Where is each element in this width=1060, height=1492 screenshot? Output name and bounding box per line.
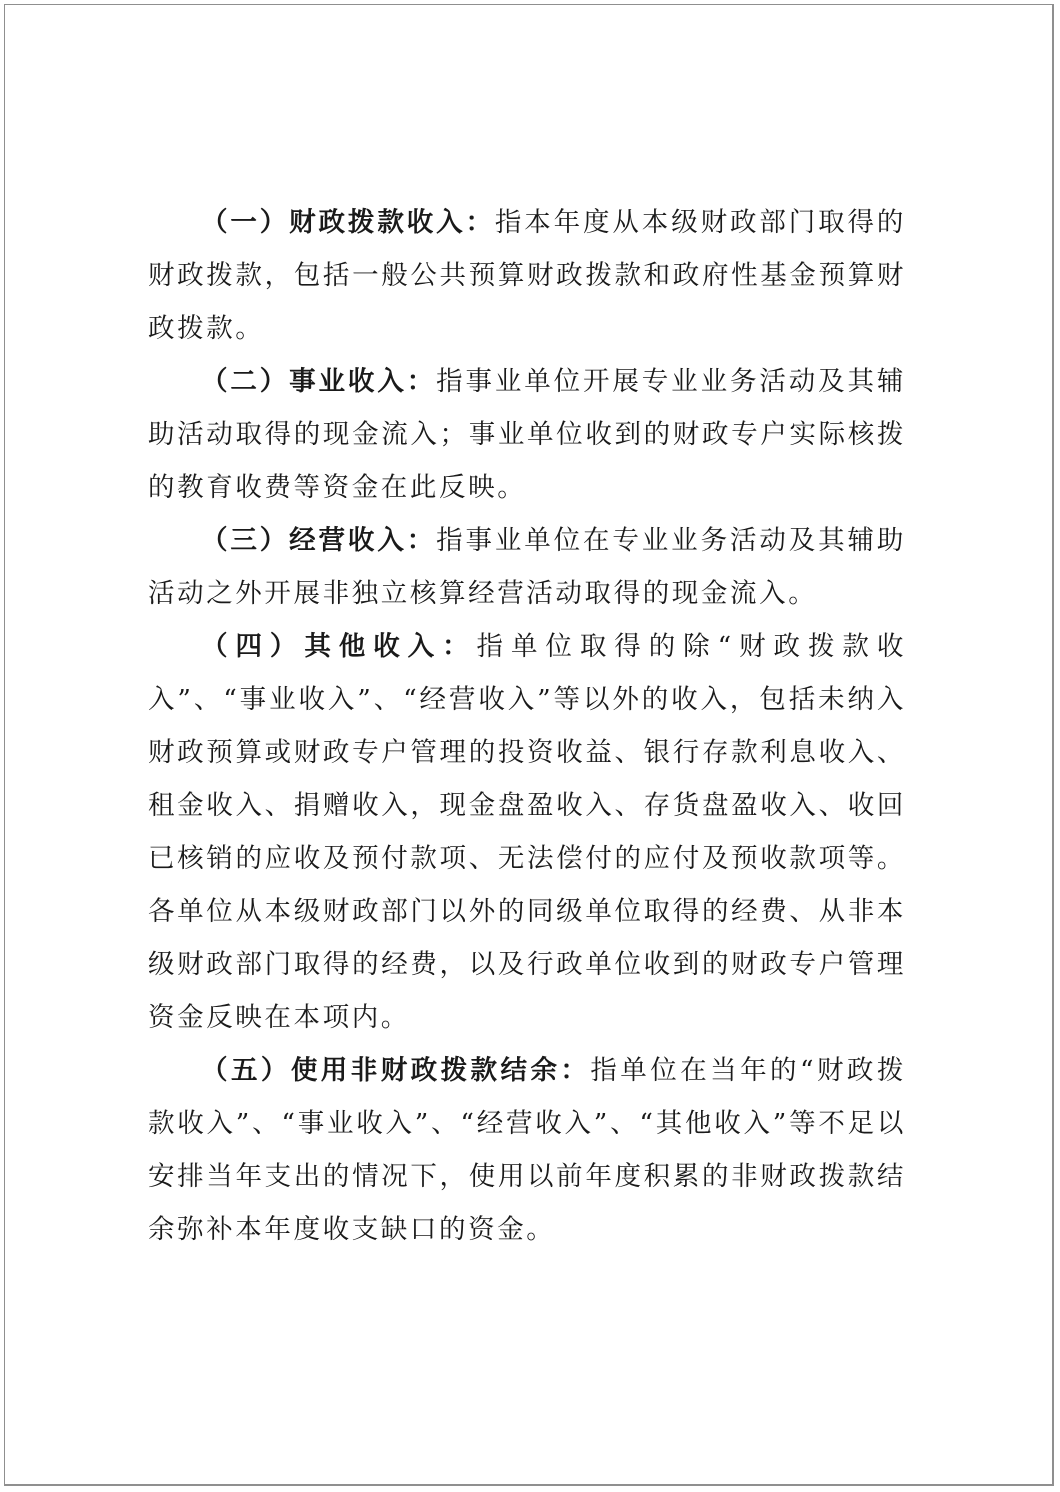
paragraph-fiscal-appropriation-income [148, 196, 906, 355]
paragraph-business-income [148, 355, 906, 514]
term-definition: 指事业单位在专业业务活动及其辅助活动之外开展非独立核算经营活动取得的现金流入。 [148, 525, 906, 609]
term-definition: 指单位在当年的“财政拨款收入”、“事业收入”、“经营收入”、“其他收入”等不足以安排当年支出的情况下，使用以前年度积累的非财政拨款结余弥补本年度收支缺口的资金。 [148, 1055, 906, 1245]
term-heading: （五）使用非财政拨款结余： [201, 1055, 591, 1086]
paragraph-other-income [148, 620, 906, 1044]
term-heading: （三）经营收入： [201, 525, 437, 556]
term-definition: 指单位取得的除“财政拨款收入”、“事业收入”、“经营收入”等以外的收入，包括未纳入财政预算或财政专户管理的投资收益、银行存款利息收入、租金收入、捐赠收入，现金盘盈收入、存货盘盈收入、收回已核销的应收及预付款项、无法偿付的应付及预收款项等。各单位从本级财政部门以外的同级单位取得的经费、从非本级财政部门取得的经费，以及行政单位收到的财政专户管理资金反映在本项内。 [148, 631, 906, 1033]
term-definition: 指本年度从本级财政部门取得的财政拨款，包括一般公共预算财政拨款和政府性基金预算财政拨款。 [148, 207, 907, 344]
term-heading: （四）其他收入： [201, 631, 477, 662]
term-heading: （二）事业收入： [201, 366, 437, 397]
document-body [148, 196, 906, 1256]
term-definition: 指事业单位开展专业业务活动及其辅助活动取得的现金流入；事业单位收到的财政专户实际核拨的教育收费等资金在此反映。 [148, 366, 906, 503]
paragraph-operating-income [148, 514, 906, 620]
term-heading: （一）财政拨款收入： [201, 207, 495, 238]
paragraph-non-fiscal-balance-use [148, 1044, 906, 1256]
